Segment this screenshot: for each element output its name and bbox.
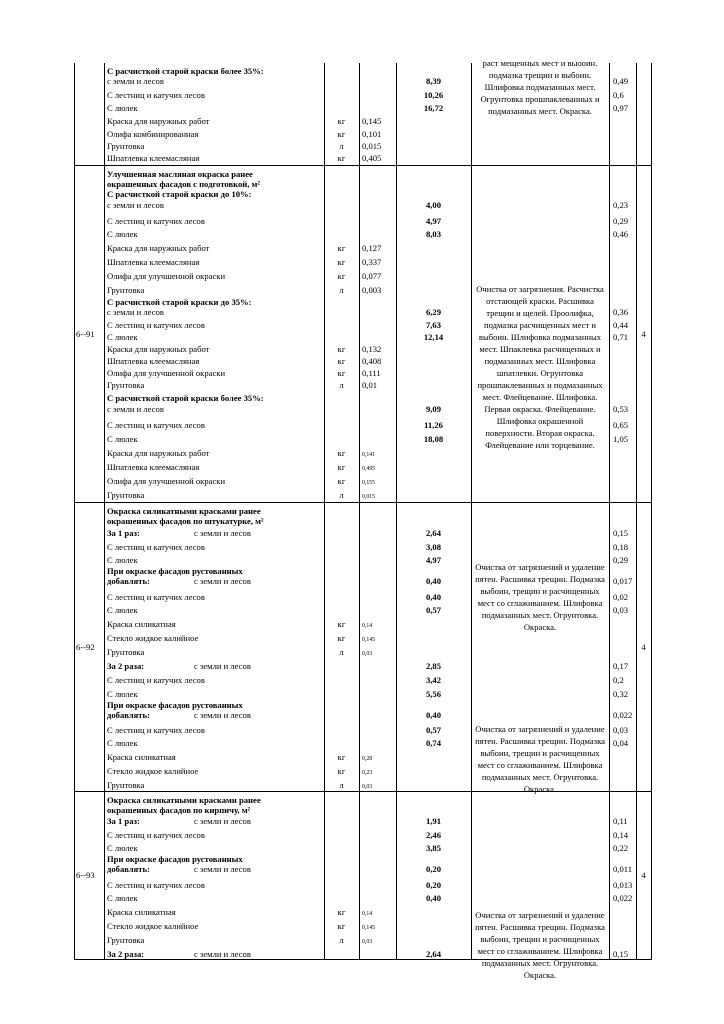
time-norm-cell: 9,09	[425, 404, 442, 414]
consumption-cell: 0,127	[362, 243, 382, 253]
row-heading: Окраска силикатными красками ранее	[107, 506, 261, 516]
row-label: С лестниц и катучих лесов	[107, 880, 205, 890]
rate-cell: 0,17	[613, 661, 629, 671]
time-norm-cell: 0,20	[425, 880, 442, 890]
rate-cell: 0,46	[613, 229, 629, 239]
work-description: Очистка от загрязнений и удаление пятен. Расшивка трещин. Подмазка выбоин, трещин и расчищенных мест со сглаживанием. Шлифовка подмазанных мест. Огрунтовка. Окраска.	[475, 724, 605, 794]
time-norm-cell: 0,40	[425, 576, 442, 586]
time-norm-cell: 0,57	[425, 725, 442, 735]
row-heading: Окраска силикатными красками ранее	[107, 795, 261, 805]
unit-cell: кг	[337, 921, 346, 931]
row-heading: окрашенных фасадов по кирпичу, м²	[107, 805, 251, 815]
row-heading: добавлять:	[107, 576, 150, 586]
row-heading: Улучшенная масляная окраска ранее	[107, 169, 253, 179]
unit-cell: кг	[337, 271, 346, 281]
row-heading: За 1 раз:	[107, 528, 140, 538]
time-norm-cell: 7,63	[425, 320, 442, 330]
row-label: Олифа для улучшенной окраски	[107, 476, 226, 486]
row-label: С лестниц и катучих лесов	[107, 592, 205, 602]
rate-cell: 0,022	[613, 710, 633, 720]
unit-cell: кг	[337, 257, 346, 267]
consumption-cell: 0,14	[362, 623, 373, 629]
unit-cell: л	[339, 647, 344, 657]
row-label: с земли и лесов	[107, 404, 164, 414]
unit-cell: л	[339, 285, 344, 295]
time-norm-cell: 18,08	[423, 434, 444, 444]
row-label: Грунтовка	[107, 285, 145, 295]
section-code: 6--93	[76, 870, 95, 880]
unit-cell: кг	[337, 476, 346, 486]
work-description: Очистка от загрязнений и удаление пятен. Расшивка трещин. Подмазка выбоин, трещин и расчищенных мест со сглаживанием. Шлифовка подмазанных мест. Огрунтовка. Окраска.	[475, 562, 605, 632]
consumption-cell: 0,015	[362, 494, 376, 500]
row-label: Грунтовка	[107, 490, 145, 500]
row-label: С люлек	[107, 332, 138, 342]
time-norm-cell: 3,08	[425, 542, 442, 552]
consumption-cell: 0,23	[362, 770, 373, 776]
row-label: С люлек	[107, 434, 138, 444]
row-label-extra: с земли и лесов	[194, 576, 251, 586]
rate-cell: 0,49	[613, 76, 629, 86]
consumption-cell: 0,155	[362, 480, 376, 486]
work-description: Очистка от загрязнения. Расчистка отстающей краски. Расшивка трещин и щелей. Проолифка, подмазка расчищенных мест и выбоин. Шлифовка подмазанных мест. Шпаклевка расчищенных и подмазанных мест. Шлифовка шпатлевки. Огрунтовка прошпаклеванных и подмазанных мест. Флейцевание. Шлифовка. Первая окраска. Флейцевание. Шлифовка окрашенной поверхности. Вторая окраска. Флейцевание или торцевание.	[476, 284, 604, 450]
row-label: С люлек	[107, 103, 138, 113]
row-heading: При окраске фасадов рустованных	[107, 566, 243, 576]
time-norm-cell: 4,97	[425, 555, 442, 565]
section-code: 6--92	[76, 641, 95, 652]
row-heading: добавлять:	[107, 864, 150, 874]
rate-cell: 0,04	[613, 738, 629, 748]
row-heading: окрашенных фасадов с подготовкой, м²	[107, 179, 260, 189]
row-label: Краска силикатная	[107, 619, 176, 629]
consumption-cell: 0,408	[362, 356, 382, 366]
row-label: С люлек	[107, 605, 138, 615]
consumption-cell: 0,03	[362, 651, 373, 657]
row-label-extra: с земли и лесов	[194, 528, 251, 538]
time-norm-cell: 4,97	[425, 216, 442, 226]
consumption-cell: 0,145	[362, 925, 376, 931]
rate-cell: 0,22	[613, 843, 629, 853]
unit-cell: кг	[337, 243, 346, 253]
row-label: С люлек	[107, 738, 138, 748]
row-heading: С расчисткой старой краски до 35%:	[107, 297, 252, 307]
unit-cell: кг	[337, 752, 346, 762]
time-norm-cell: 3,42	[425, 675, 442, 685]
unit-cell: л	[339, 780, 344, 790]
rate-cell: 0,44	[613, 320, 629, 330]
rate-cell: 0,022	[613, 893, 633, 903]
unit-cell: кг	[337, 448, 346, 458]
row-label: Олифа комбинированная	[107, 129, 199, 139]
row-heading: добавлять:	[107, 710, 150, 720]
row-heading: При окраске фасадов рустованных	[107, 700, 243, 710]
row-label: Олифа для улучшенной окраски	[107, 368, 226, 378]
row-label: Грунтовка	[107, 380, 145, 390]
row-label: с земли и лесов	[107, 200, 164, 210]
row-label: Стекло жидкое калийное	[107, 766, 199, 776]
rate-cell: 0,15	[613, 949, 629, 959]
row-label: С лестниц и катучих лесов	[107, 320, 205, 330]
time-norm-cell: 2,46	[425, 830, 442, 840]
row-label: С люлек	[107, 689, 138, 699]
rate-cell: 0,15	[613, 528, 629, 538]
rate-cell: 0,6	[613, 90, 624, 100]
unit-cell: кг	[337, 344, 346, 354]
row-label-extra: с земли и лесов	[194, 661, 251, 671]
consumption-cell: 0,14	[362, 911, 373, 917]
consumption-cell: 0,03	[362, 939, 373, 945]
work-description: Очистка от загрязнений и удаление пятен. Расшивка трещин. Подмазка выбоин, трещин и расчищенных мест со сглаживанием. Шлифовка подмазанных мест. Огрунтовка. Окраска.	[475, 910, 605, 980]
row-label: С лестниц и катучих лесов	[107, 420, 205, 430]
consumption-cell: 0,145	[362, 116, 382, 126]
row-label: Краска для наружных работ	[107, 344, 210, 354]
rate-cell: 0,32	[613, 689, 629, 699]
time-norm-cell: 11,26	[424, 420, 443, 430]
row-label: Краска силикатная	[107, 907, 176, 917]
row-label: Стекло жидкое калийное	[107, 633, 199, 643]
consumption-cell: 0,141	[362, 452, 376, 458]
time-norm-cell: 5,56	[425, 689, 442, 699]
section-group: 4	[641, 870, 646, 880]
row-label: С люлек	[107, 555, 138, 565]
unit-cell: кг	[337, 368, 346, 378]
time-norm-cell: 6,29	[425, 307, 442, 317]
row-label: Грунтовка	[107, 935, 145, 945]
consumption-cell: 0,015	[362, 141, 382, 151]
rate-cell: 0,02	[613, 592, 629, 602]
unit-cell: кг	[337, 907, 346, 917]
rate-cell: 0,23	[613, 200, 629, 210]
rate-cell: 1,05	[613, 434, 629, 444]
rate-cell: 0,017	[613, 576, 633, 586]
row-label: Грунтовка	[107, 780, 145, 790]
consumption-cell: 0,132	[362, 344, 382, 354]
row-label: Стекло жидкое калийное	[107, 921, 199, 931]
unit-cell: кг	[337, 356, 346, 366]
time-norm-cell: 4,00	[425, 200, 442, 210]
rate-cell: 0,18	[613, 542, 629, 552]
row-label: С лестниц и катучих лесов	[107, 542, 205, 552]
row-label: Грунтовка	[107, 647, 145, 657]
time-norm-cell: 0,57	[425, 605, 442, 615]
time-norm-cell: 16,72	[423, 103, 444, 113]
unit-cell: кг	[337, 116, 346, 126]
unit-cell: л	[339, 141, 344, 151]
row-heading: При окраске фасадов рустованных	[107, 854, 243, 864]
time-norm-cell: 3,85	[425, 843, 442, 853]
time-norm-cell: 0,40	[425, 893, 442, 903]
row-heading: За 2 раза:	[107, 949, 145, 959]
row-heading: С расчисткой старой краски более 35%:	[107, 393, 264, 403]
row-label-extra: с земли и лесов	[194, 816, 251, 826]
unit-cell: кг	[337, 619, 346, 629]
unit-cell: л	[339, 935, 344, 945]
consumption-cell: 0,111	[362, 368, 381, 378]
consumption-cell: 0,101	[362, 129, 382, 139]
unit-cell: кг	[337, 153, 346, 163]
section-group: 4	[641, 328, 646, 339]
row-heading: За 2 раза:	[107, 661, 145, 671]
row-label-extra: с земли и лесов	[194, 710, 251, 720]
unit-cell: л	[339, 380, 344, 390]
rate-cell: 0,013	[613, 880, 633, 890]
row-heading: окрашенных фасадов по штукатурке, м²	[107, 516, 264, 526]
row-label: Краска для наружных работ	[107, 116, 210, 126]
time-norm-cell: 0,20	[425, 864, 442, 874]
row-label: Олифа для улучшенной окраски	[107, 271, 226, 281]
time-norm-cell: 8,39	[425, 76, 442, 86]
consumption-cell: 0,495	[362, 466, 376, 472]
rate-cell: 0,03	[613, 605, 629, 615]
rate-cell: 0,97	[613, 103, 629, 113]
row-label: Шпатлевка клеемасляная	[107, 153, 200, 163]
row-label: Краска для наружных работ	[107, 243, 210, 253]
row-label: Шпатлевка клеемасляная	[107, 356, 200, 366]
row-label-extra: с земли и лесов	[194, 949, 251, 959]
rate-cell: 0,03	[613, 725, 629, 735]
rate-cell: 0,65	[613, 420, 629, 430]
row-label: Шпатлевка клеемасляная	[107, 462, 200, 472]
row-label: С лестниц и катучих лесов	[107, 830, 205, 840]
work-description: раст мещенных мест и выооин. подмазка трещин и выбоин. Шлифовка подмазанных мест. Огрунтовка прошпаклеванных и подмазанных мест. Окраска.	[480, 58, 600, 116]
row-label: Грунтовка	[107, 141, 145, 151]
row-label: С люлек	[107, 893, 138, 903]
consumption-cell: 0,003	[362, 285, 382, 295]
unit-cell: кг	[337, 462, 346, 472]
rate-cell: 0,11	[613, 816, 628, 826]
unit-cell: кг	[337, 633, 346, 643]
row-label-extra: с земли и лесов	[194, 864, 251, 874]
row-label: С лестниц и катучих лесов	[107, 216, 205, 226]
section-group: 4	[641, 641, 646, 652]
row-label: С лестниц и катучих лесов	[107, 675, 205, 685]
row-heading: С расчисткой старой краски более 35%:	[107, 66, 264, 76]
consumption-cell: 0,405	[362, 153, 382, 163]
row-label: С лестниц и катучих лесов	[107, 90, 205, 100]
rate-cell: 0,2	[613, 675, 624, 685]
row-label: С люлек	[107, 229, 138, 239]
row-label: Краска силикатная	[107, 752, 176, 762]
unit-cell: л	[339, 490, 344, 500]
row-label: Шпатлевка клеемасляная	[107, 257, 200, 267]
consumption-cell: 0,145	[362, 637, 376, 643]
row-label: с земли и лесов	[107, 307, 164, 317]
time-norm-cell: 10,26	[423, 90, 444, 100]
time-norm-cell: 2,85	[425, 661, 442, 671]
rate-cell: 0,29	[613, 555, 629, 565]
row-label: с земли и лесов	[107, 76, 164, 86]
consumption-cell: 0,28	[362, 756, 373, 762]
unit-cell: кг	[337, 129, 346, 139]
rate-cell: 0,36	[613, 307, 629, 317]
consumption-cell: 0,01	[362, 380, 378, 390]
rate-cell: 0,53	[613, 404, 629, 414]
time-norm-cell: 12,14	[423, 332, 444, 342]
time-norm-cell: 8,03	[425, 229, 442, 239]
section-code: 6--91	[76, 328, 95, 339]
consumption-cell: 0,337	[362, 257, 382, 267]
rate-cell: 0,14	[613, 830, 629, 840]
unit-cell: кг	[337, 766, 346, 776]
row-label: Краска для наружных работ	[107, 448, 210, 458]
consumption-cell: 0,03	[362, 784, 373, 790]
rates-table	[74, 58, 651, 980]
time-norm-cell: 2,64	[425, 528, 442, 538]
row-heading: С расчисткой старой краски до 10%:	[107, 189, 252, 199]
time-norm-cell: 1,91	[425, 816, 442, 826]
row-heading: За 1 раз:	[107, 816, 140, 826]
row-label: С лестниц и катучих лесов	[107, 725, 205, 735]
time-norm-cell: 2,64	[425, 949, 442, 959]
rate-cell: 0,011	[613, 864, 633, 874]
consumption-cell: 0,077	[362, 271, 382, 281]
rate-cell: 0,71	[613, 332, 629, 342]
time-norm-cell: 0,40	[425, 710, 442, 720]
time-norm-cell: 0,40	[425, 592, 442, 602]
time-norm-cell: 0,74	[425, 738, 442, 748]
row-label: С люлек	[107, 843, 138, 853]
rate-cell: 0,29	[613, 216, 629, 226]
